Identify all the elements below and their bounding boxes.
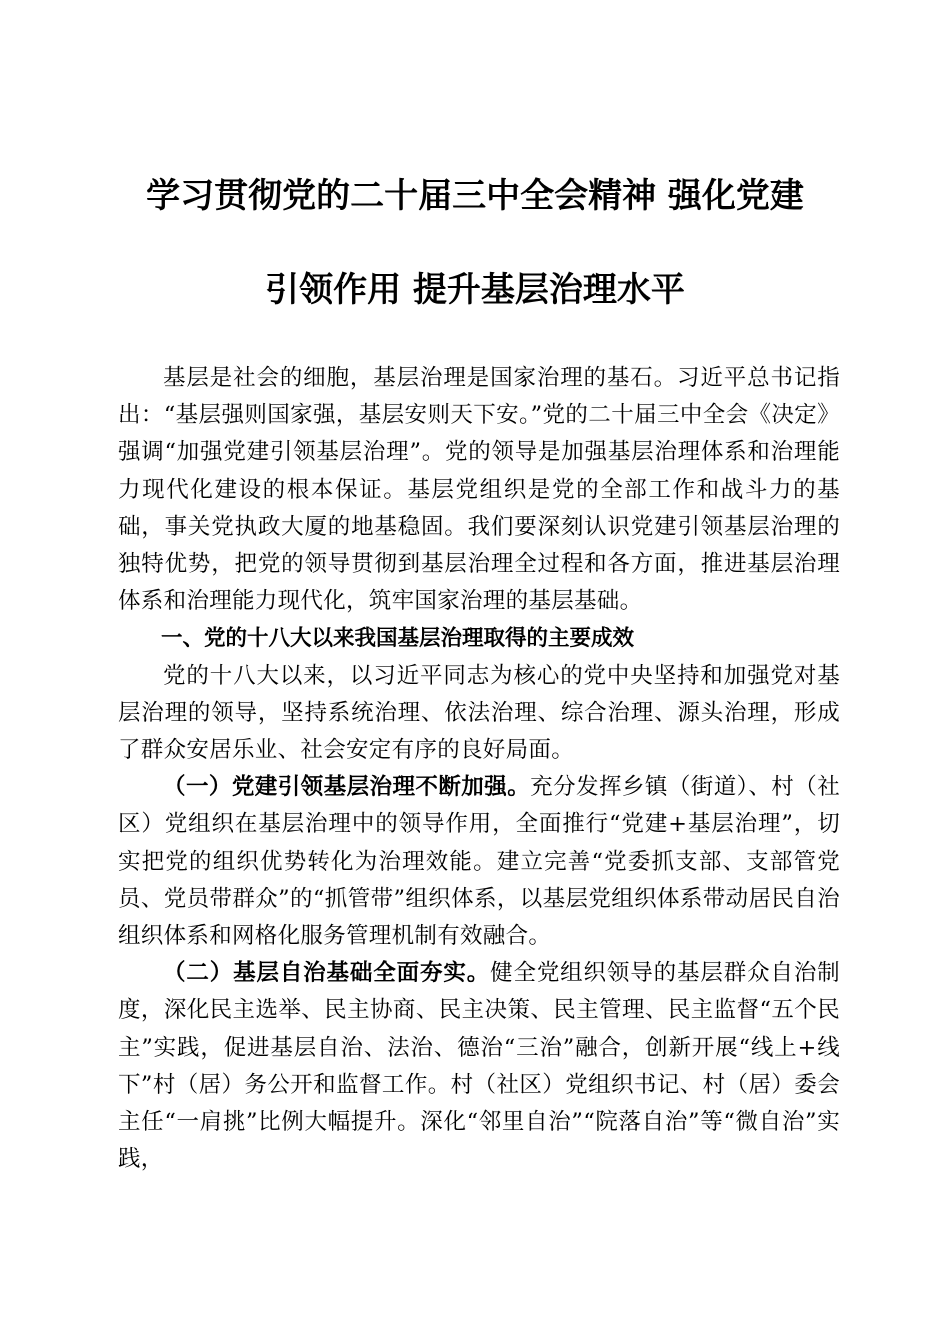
section-1-heading: 一、党的十八大以来我国基层治理取得的主要成效 (161, 626, 635, 652)
document-body (118, 360, 840, 1178)
intro-paragraph: 基层是社会的细胞，基层治理是国家治理的基石。习近平总书记指出：“基层强则国家强，基层安则天下安。”党的二十届三中全会《决定》强调“加强党建引领基层治理”。党的领导是加强基层治理体系和治理能力现代化建设的根本保证。基层党组织是党的全部工作和战斗力的基础，事关党执政大厦的地基稳固。我们要深刻认识党建引领基层治理的独特优势，把党的领导贯彻到基层治理全过程和各方面，推进基层治理体系和治理能力现代化，筑牢国家治理的基层基础。 (118, 365, 840, 615)
subsection-1-paragraph (118, 769, 840, 955)
subsection-2-lead: （二）基层自治基础全面夯实。 (163, 960, 491, 987)
subsection-2-text: 健全党组织领导的基层群众自治制度，深化民主选举、民主协商、民主决策、民主管理、民主监督“五个民主”实践，促进基层自治、法治、德治“三治”融合，创新开展“线上+线下”村（居）务公开和监督工作。村（社区）党组织书记、村（居）委会主任“一肩挑”比例大幅提升。深化“邻里自治”“院落自治”等“微自治”实践， (118, 960, 840, 1173)
document-title-line-2: 引领作用 提升基层治理水平 (265, 270, 685, 310)
section-1-intro-paragraph: 党的十八大以来，以习近平同志为核心的党中央坚持和加强党对基层治理的领导，坚持系统治理、依法治理、综合治理、源头治理，形成了群众安居乐业、社会安定有序的良好局面。 (118, 662, 840, 764)
subsection-1-lead: （一）党建引领基层治理不断加强。 (163, 774, 531, 801)
subsection-1-text: 充分发挥乡镇（街道）、村（社区）党组织在基层治理中的领导作用，全面推行“党建+基层治理”，切实把党的组织优势转化为治理效能。建立完善“党委抓支部、支部管党员、党员带群众”的“抓管带”组织体系，以基层党组织体系带动居民自治组织体系和网格化服务管理机制有效融合。 (118, 774, 840, 950)
subsection-2-paragraph (118, 955, 840, 1178)
document-title-line-1: 学习贯彻党的二十届三中全会精神 强化党建 (146, 176, 804, 216)
